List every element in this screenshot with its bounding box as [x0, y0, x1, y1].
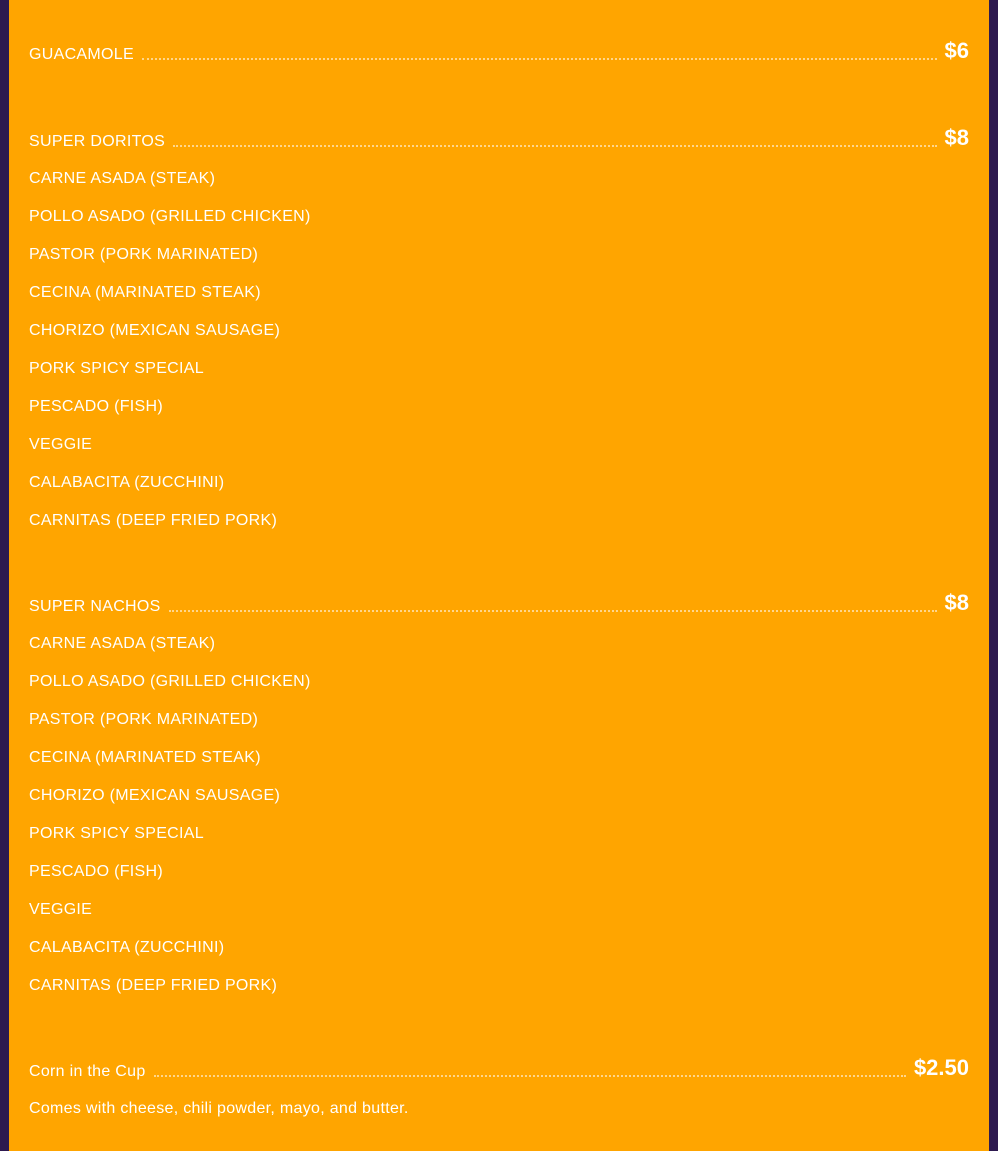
option-item: PASTOR (PORK MARINATED): [29, 711, 259, 728]
option-item: PORK SPICY SPECIAL: [29, 825, 204, 842]
option-item: VEGGIE: [29, 901, 93, 918]
menu-item-super-nachos: [29, 592, 969, 616]
item-name: SUPER DORITOS: [29, 133, 166, 150]
item-name: Corn in the Cup: [29, 1063, 146, 1080]
dotted-leader: [154, 1075, 906, 1077]
item-price: $6: [944, 38, 969, 63]
menu-item-guacamole: [29, 40, 969, 64]
menu-item-super-doritos: [29, 127, 969, 151]
dotted-leader: [169, 610, 937, 612]
option-item: POLLO ASADO (GRILLED CHICKEN): [29, 673, 311, 690]
option-item: POLLO ASADO (GRILLED CHICKEN): [29, 208, 311, 225]
option-item: VEGGIE: [29, 436, 93, 453]
option-item: CALABACITA (ZUCCHINI): [29, 474, 225, 491]
option-item: PESCADO (FISH): [29, 863, 163, 880]
item-name: SUPER NACHOS: [29, 598, 161, 615]
option-item: CARNITAS (DEEP FRIED PORK): [29, 512, 278, 529]
option-item: PASTOR (PORK MARINATED): [29, 246, 259, 263]
option-item: CARNE ASADA (STEAK): [29, 635, 216, 652]
option-item: PESCADO (FISH): [29, 398, 163, 415]
option-item: PORK SPICY SPECIAL: [29, 360, 204, 377]
option-item: CARNE ASADA (STEAK): [29, 170, 216, 187]
option-item: CARNITAS (DEEP FRIED PORK): [29, 977, 278, 994]
item-price: $8: [944, 125, 969, 150]
menu-panel: [9, 0, 989, 1151]
option-item: CHORIZO (MEXICAN SAUSAGE): [29, 322, 281, 339]
option-item: CECINA (MARINATED STEAK): [29, 749, 261, 766]
option-item: CHORIZO (MEXICAN SAUSAGE): [29, 787, 281, 804]
item-description: Comes with cheese, chili powder, mayo, and butter.: [29, 1100, 409, 1117]
item-price: $8: [944, 590, 969, 615]
item-name: GUACAMOLE: [29, 46, 134, 63]
option-item: CECINA (MARINATED STEAK): [29, 284, 261, 301]
dotted-leader: [173, 145, 936, 147]
option-item: CALABACITA (ZUCCHINI): [29, 939, 225, 956]
item-price: $2.50: [913, 1055, 969, 1080]
menu-item-corn-in-the-cup: [29, 1057, 969, 1081]
dotted-leader: [142, 58, 937, 60]
